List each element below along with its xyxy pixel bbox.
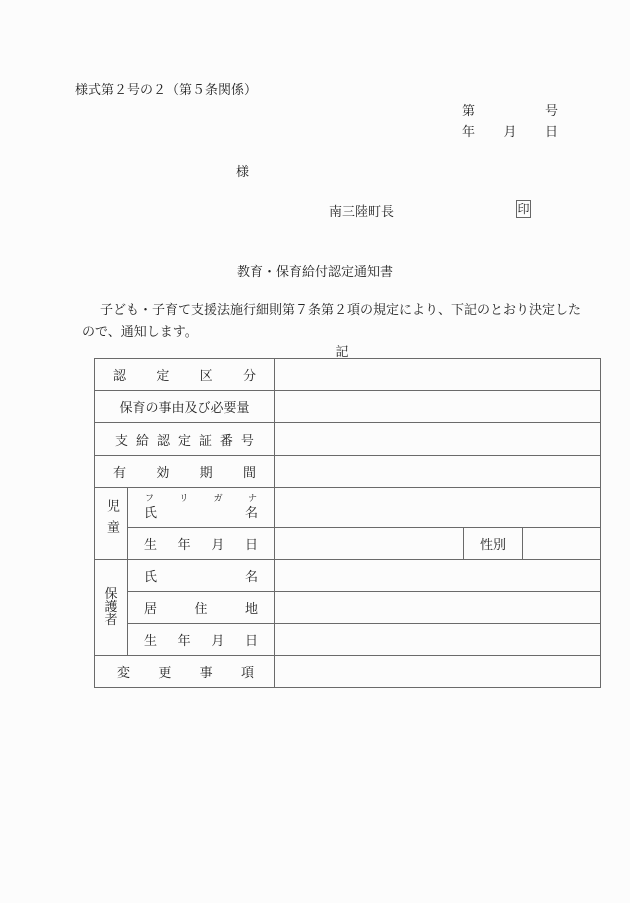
document-date bbox=[462, 121, 558, 140]
row-guardian-address bbox=[95, 592, 601, 624]
label-child-birth bbox=[128, 528, 275, 560]
row-category bbox=[95, 359, 601, 391]
char: 生 bbox=[144, 538, 158, 553]
row-child-birth bbox=[95, 528, 601, 560]
char: 氏 bbox=[144, 570, 158, 585]
row-reason bbox=[95, 391, 601, 423]
row-guardian-name bbox=[95, 560, 601, 592]
char: 定 bbox=[177, 433, 191, 449]
label-child-group bbox=[95, 488, 128, 560]
char: ナ bbox=[247, 493, 257, 504]
row-validity bbox=[95, 456, 601, 488]
row-cert-number bbox=[95, 423, 601, 456]
label-category bbox=[95, 359, 275, 391]
char: 保 bbox=[104, 587, 118, 602]
char: リ bbox=[179, 493, 189, 504]
char: 年 bbox=[177, 634, 191, 649]
char: 区 bbox=[199, 369, 213, 384]
char: 日 bbox=[244, 538, 258, 553]
addressee-suffix: 様 bbox=[236, 165, 250, 180]
body-paragraph bbox=[82, 300, 592, 344]
char: 有 bbox=[113, 466, 127, 481]
char: 名 bbox=[244, 570, 258, 585]
char: 分 bbox=[242, 369, 256, 384]
value-child-birth[interactable] bbox=[275, 528, 464, 560]
char: フ bbox=[145, 493, 155, 504]
char: ガ bbox=[213, 493, 223, 504]
child-group-text: 児童 bbox=[104, 498, 119, 541]
char: 号 bbox=[240, 433, 254, 449]
char: 氏 bbox=[144, 505, 158, 521]
value-guardian-name[interactable] bbox=[275, 560, 601, 592]
char: 給 bbox=[135, 433, 149, 449]
value-guardian-birth[interactable] bbox=[275, 624, 601, 656]
form-number: 様式第２号の２（第５条関係） bbox=[75, 83, 258, 98]
date-day: 日 bbox=[544, 125, 558, 140]
char: 認 bbox=[113, 369, 127, 384]
label-guardian-name bbox=[128, 560, 275, 592]
char: 証 bbox=[198, 433, 212, 449]
char: 居 bbox=[144, 602, 158, 617]
value-gender[interactable] bbox=[523, 528, 601, 560]
ki-heading: 記 bbox=[335, 345, 349, 360]
char: 項 bbox=[240, 666, 254, 681]
body-text: 子ども・子育て支援法施行細則第７条第２項の規定により、下記のとおり決定したので、通知します。 bbox=[82, 303, 582, 340]
char: 生 bbox=[144, 634, 158, 649]
char: 住 bbox=[194, 602, 208, 617]
value-guardian-address[interactable] bbox=[275, 592, 601, 624]
char: 護 bbox=[104, 600, 118, 615]
char: 更 bbox=[158, 666, 172, 681]
label-cert-number bbox=[95, 423, 275, 456]
label-child-name bbox=[128, 488, 275, 528]
char: 間 bbox=[242, 466, 256, 481]
char: 期 bbox=[199, 466, 213, 481]
char: 事 bbox=[199, 666, 213, 681]
row-child-name bbox=[95, 488, 601, 528]
label-guardian-group bbox=[95, 560, 128, 656]
label-guardian-birth bbox=[128, 624, 275, 656]
doc-number-suffix: 号 bbox=[544, 104, 558, 119]
char: 月 bbox=[211, 538, 225, 553]
label-reason: 保育の事由及び必要量 bbox=[95, 391, 275, 423]
date-year: 年 bbox=[462, 125, 476, 140]
char: 年 bbox=[177, 538, 191, 553]
label-gender: 性別 bbox=[464, 528, 523, 560]
row-changes bbox=[95, 656, 601, 688]
char: 支 bbox=[115, 433, 129, 449]
furigana-label bbox=[128, 493, 274, 505]
char: 地 bbox=[244, 602, 258, 617]
label-validity bbox=[95, 456, 275, 488]
value-category[interactable] bbox=[275, 359, 601, 391]
char: 変 bbox=[117, 666, 131, 681]
char: 効 bbox=[156, 466, 170, 481]
date-month: 月 bbox=[503, 125, 517, 140]
char: 認 bbox=[156, 433, 170, 449]
document-title: 教育・保育給付認定通知書 bbox=[236, 265, 393, 280]
value-changes[interactable] bbox=[275, 656, 601, 688]
value-cert-number[interactable] bbox=[275, 423, 601, 456]
char: 定 bbox=[156, 369, 170, 384]
value-validity[interactable] bbox=[275, 456, 601, 488]
certification-table bbox=[94, 358, 601, 688]
char: 番 bbox=[219, 433, 233, 449]
char: 月 bbox=[211, 634, 225, 649]
label-changes bbox=[95, 656, 275, 688]
char: 日 bbox=[244, 634, 258, 649]
doc-number-prefix: 第 bbox=[462, 104, 476, 119]
label-guardian-address bbox=[128, 592, 275, 624]
seal-icon: 印 bbox=[517, 202, 530, 216]
char: 名 bbox=[244, 505, 258, 521]
document-number bbox=[462, 100, 558, 119]
row-guardian-birth bbox=[95, 624, 601, 656]
value-child-name[interactable] bbox=[275, 488, 601, 528]
char: 者 bbox=[104, 613, 118, 628]
value-reason[interactable] bbox=[275, 391, 601, 423]
issuer-name: 南三陸町長 bbox=[329, 205, 395, 220]
